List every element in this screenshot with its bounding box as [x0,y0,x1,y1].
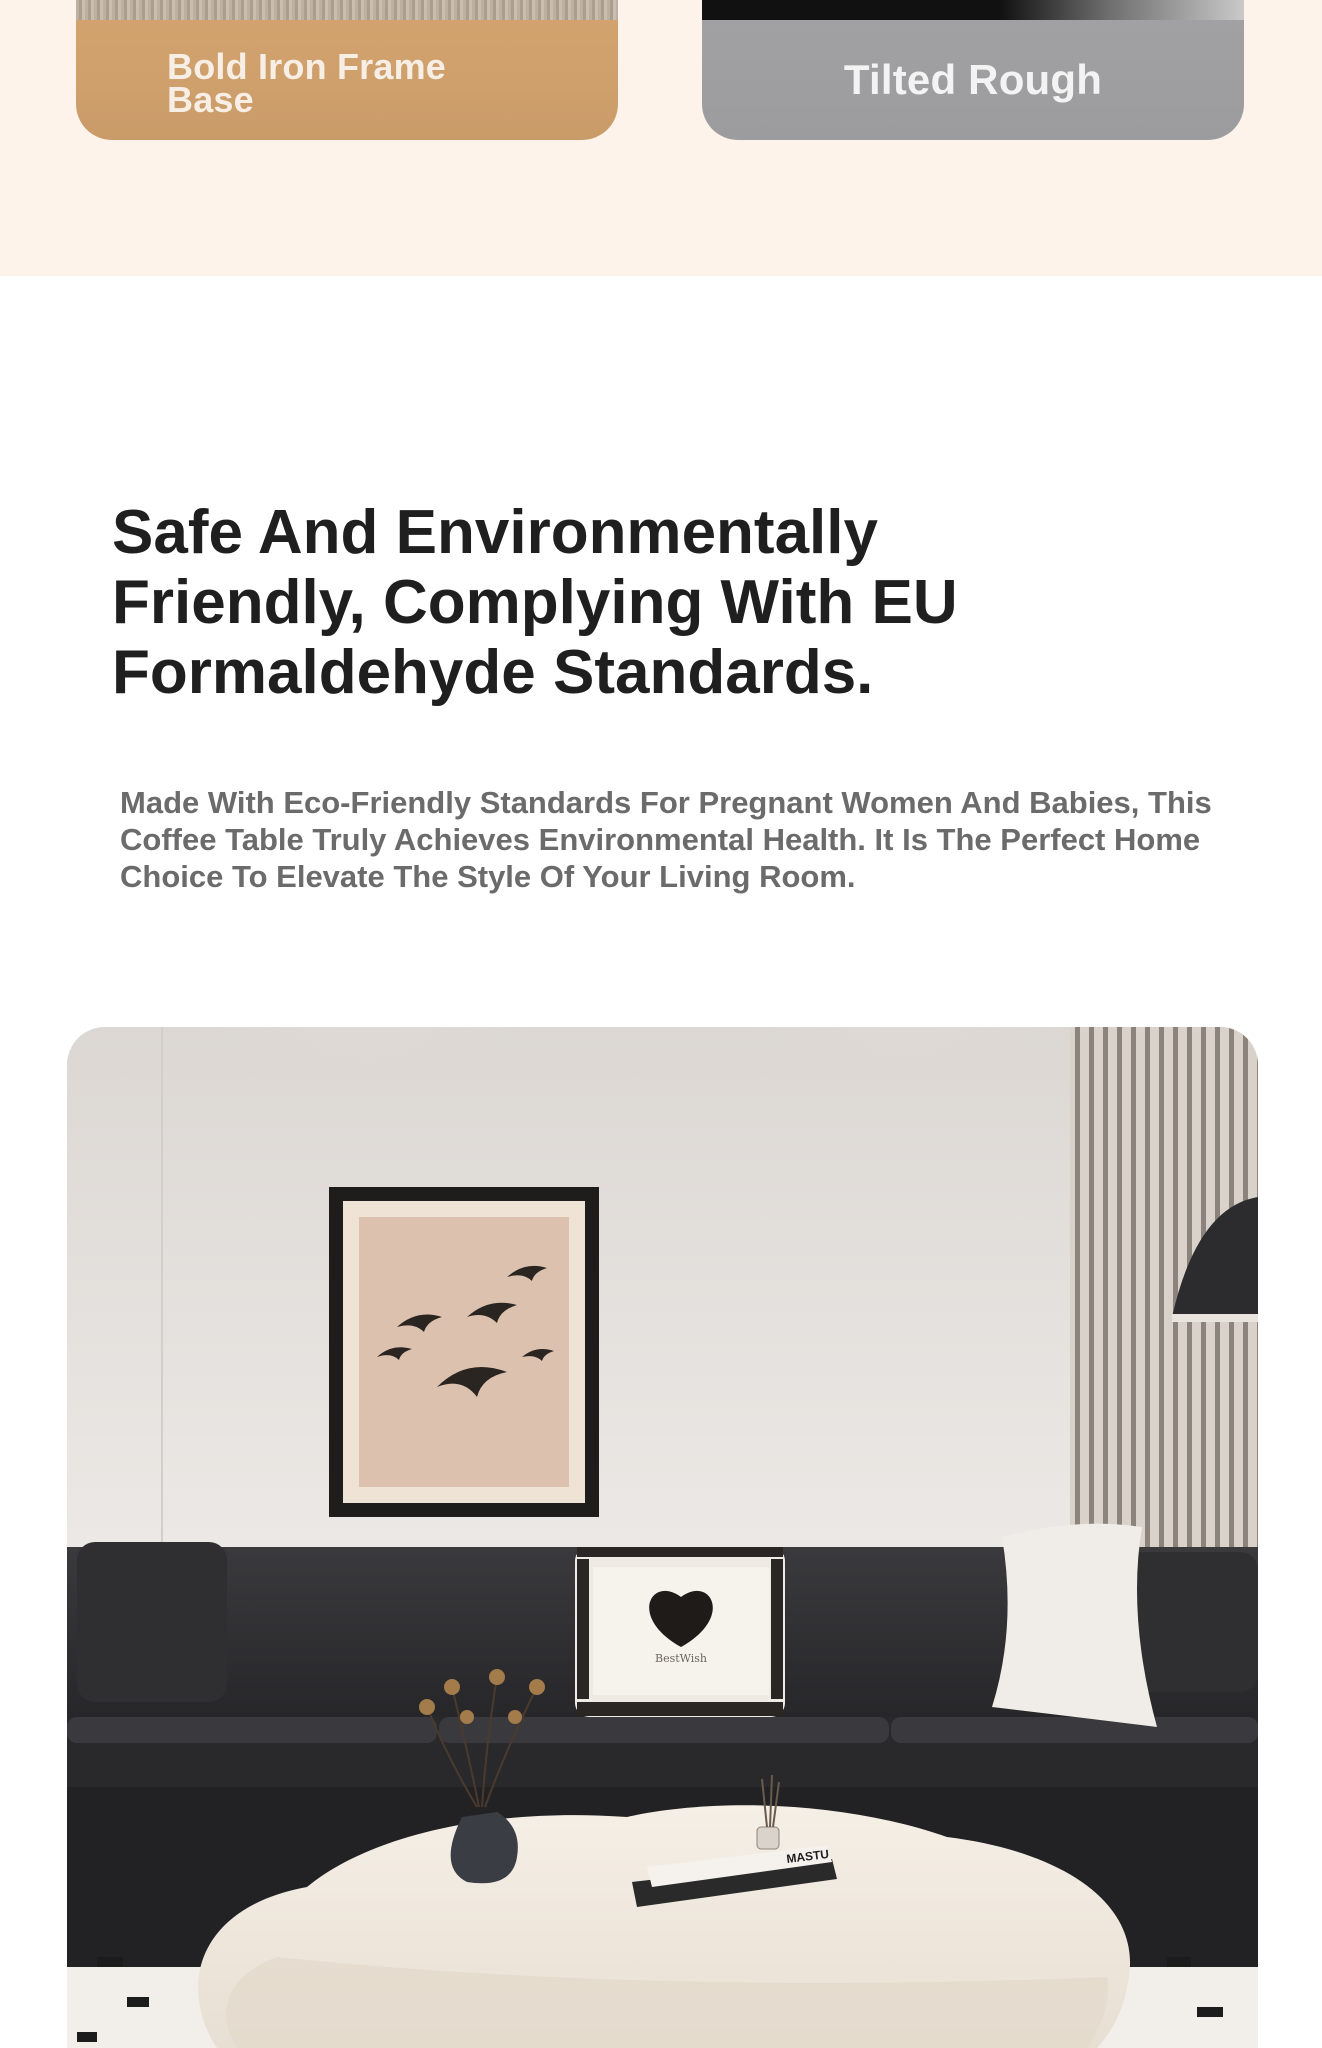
living-room-illustration [67,1027,1258,2048]
feature-card-image-strip [76,0,618,20]
feature-card-label: Tilted Rough [843,56,1103,103]
feature-card-label: Bold Iron Frame Base [167,46,447,120]
product-photo [67,1027,1258,2048]
book-title: MASTU [785,1846,830,1866]
feature-card-tilted-rough [702,0,1244,140]
pillow-text: BestWish [654,1652,708,1665]
feature-cards-band [0,0,1322,276]
feature-card-image-strip [702,0,1244,20]
section-headline: Safe And Environmentally Friendly, Complying With EU Formaldehyde Standards. [112,498,958,707]
section-body: Made With Eco-Friendly Standards For Pregnant Women And Babies, This Coffee Table Truly Achieves Environmental Health. It Is The Perfect Home Choice To Elevate The Style Of Your Living Room. [120,785,1212,894]
heart-pillow [575,1547,785,1717]
feature-card-iron-frame [76,0,618,140]
framed-art [329,1187,599,1517]
